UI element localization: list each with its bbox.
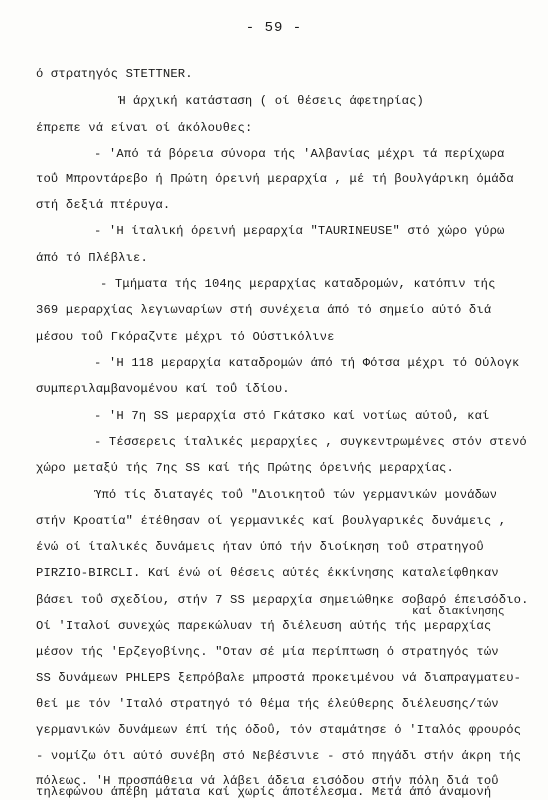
text-line: στήν Κροατία" έτέθησαν οί γερμανικές καί βουλγαρικές δυνάμεις , bbox=[36, 514, 507, 528]
text-line: Οί 'Ιταλοί συνεχώς παρεκώλυαν τή διέλευση αύτής τής μεραρχίας bbox=[36, 619, 492, 633]
text-line: έπρεπε νά είναι οί άκόλουθες: bbox=[36, 121, 253, 135]
text-line: - 'Από τά βόρεια σύνορα τής 'Αλβανίας μέχρι τά περίχωρα bbox=[94, 147, 505, 161]
text-line: μέσον τής 'Ερζεγοβίνης. "Οταν σέ μία περίπτωση ό στρατηγός τών bbox=[36, 645, 499, 659]
text-line: χώρο μεταξύ τής 7ης SS καί τής Πρώτης όρεινής μεραρχίας. bbox=[36, 461, 454, 475]
text-line: μέσου τοΰ Γκόραζντε μέχρι τό Ούστικόλινε bbox=[36, 330, 335, 344]
text-line: θεί με τόν 'Ιταλό στρατηγό τό θέμα τής έλεύθερης διέλευσης/τών bbox=[36, 697, 499, 711]
text-line: πόλεως. 'Η προσπάθεια νά λάβει άδεια εισόδου στήν πόλη διά τοΰ bbox=[36, 774, 499, 788]
handwritten-insertion: καί διακίνησης bbox=[412, 606, 505, 618]
text-line: τοΰ Μπροντάρεβο ή Πρώτη όρεινή μεραρχία , μέ τή βουλγάρικη όμάδα bbox=[36, 172, 514, 186]
text-line: 369 μεραρχίας λεγιωναρίων στή συνέχεια άπό τό σημείο αύτό διά bbox=[36, 303, 492, 317]
text-line: - Τέσσερεις ίταλικές μεραρχίες , συγκεντρωμένες στόν στενό bbox=[94, 435, 527, 449]
text-line: Ή άρχική κατάσταση ( οί θέσεις άφετηρίας) bbox=[118, 94, 425, 108]
text-line: βάσει τοΰ σχεδίου, στήν 7 SS μεραρχία σημειώθηκε σοβαρό έπεισόδιο. bbox=[36, 593, 529, 607]
text-line: τηλεφώνου άπέβη μάταια καί χωρίς άποτέλεσμα. Μετά άπό άναμονή bbox=[36, 785, 492, 799]
page-number: - 59 - bbox=[245, 20, 303, 36]
text-line: - 'Η ίταλική όρεινή μεραρχία "TAURINEUSE" στό χώρο γύρω bbox=[94, 224, 505, 238]
text-line: PIRZIO-BIRCLI. Καί ένώ οί θέσεις αύτές έκκίνησης καταλείφθηκαν bbox=[36, 566, 499, 580]
text-line: γερμανικών δυνάμεων έπί τής όδοΰ, τόν σταμάτησε ό 'Ιταλός φρουρός bbox=[36, 723, 522, 737]
text-line: - 'Η 118 μεραρχία καταδρομών άπό τή Φότσα μέχρι τό Ούλογκ bbox=[94, 356, 520, 370]
text-line: SS δυνάμεων PHLEPS ξεπρόβαλε μπροστά προκειμένου νά διαπραγματευ- bbox=[36, 671, 522, 685]
text-line: συμπεριλαμβανομένου καί τοΰ ίδίου. bbox=[36, 382, 290, 396]
text-line: - Τμήματα τής 104ης μεραρχίας καταδρομών, κατόπιν τής bbox=[100, 277, 496, 291]
text-line: - 'Η 7η SS μεραρχία στό Γκάτσκο καί νοτίως αύτοΰ, καί bbox=[94, 409, 490, 423]
text-line: ένώ οί ίταλικές δυνάμεις ήταν ύπό τήν διοίκηση τοΰ στρατηγοΰ bbox=[36, 540, 484, 554]
text-line: Ύπό τίς διαταγές τοΰ "Διοικητοΰ τών γερμανικών μονάδων bbox=[94, 488, 498, 502]
text-line: ό στρατηγός STETTNER. bbox=[36, 67, 193, 81]
text-line: στή δεξιά πτέρυγα. bbox=[36, 198, 171, 212]
text-line: - νομίζω ότι αύτό συνέβη στό Νεβέσινιε - στό πηγάδι στήν άκρη τής bbox=[36, 749, 522, 763]
text-line: άπό τό Πλέβλιε. bbox=[36, 251, 148, 265]
